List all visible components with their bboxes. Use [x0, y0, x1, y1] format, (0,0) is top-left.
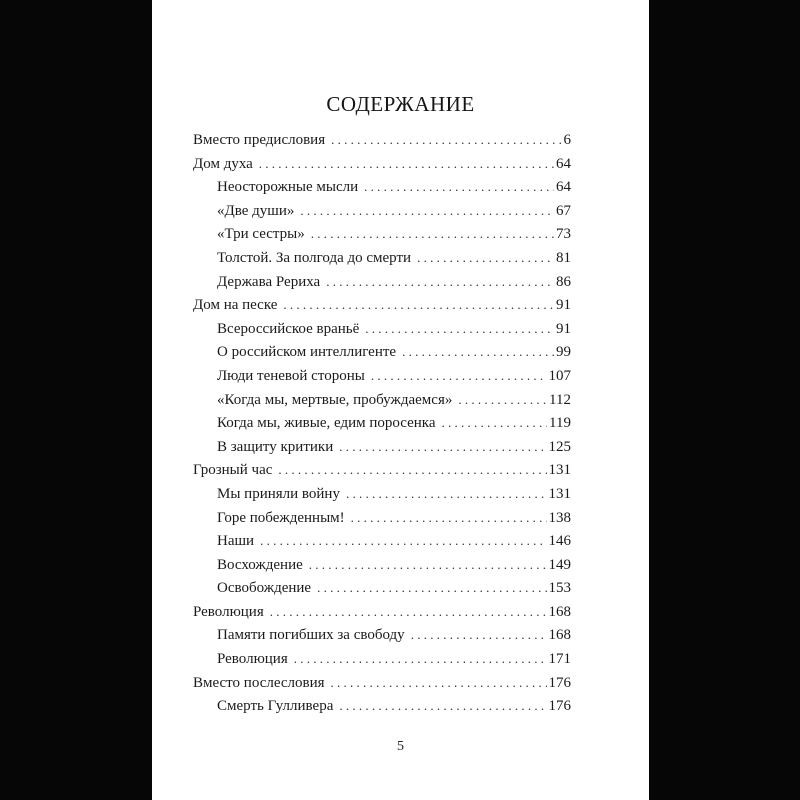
toc-entry-label: Неосторожные мысли [217, 179, 359, 196]
toc-entry [193, 553, 571, 577]
toc-entry-label: Смерть Гулливера [217, 698, 334, 715]
toc-entry-label: О российском интеллигенте [217, 344, 397, 361]
toc-entry-page: 176 [548, 674, 571, 691]
dot-leader [300, 199, 554, 223]
dot-leader [371, 364, 547, 388]
toc-entry-page: 125 [548, 438, 571, 455]
toc-entry-page: 6 [563, 132, 571, 148]
toc-entry-label: Дом на песке [193, 297, 278, 314]
dot-leader [339, 694, 546, 718]
toc-entry [193, 506, 571, 530]
dot-leader [411, 623, 547, 647]
dot-leader [326, 270, 554, 294]
dot-leader [442, 411, 548, 435]
toc-entry-page: 107 [548, 367, 571, 384]
toc-entry-label: «Две души» [217, 202, 295, 219]
dot-leader [365, 317, 554, 341]
dot-leader [259, 152, 554, 176]
toc-entry-page: 138 [548, 509, 571, 526]
toc-entry-label: Вместо предисловия [193, 132, 326, 148]
toc-entry-label: «Когда мы, мертвые, пробуждаемся» [217, 391, 453, 408]
dot-leader [402, 340, 554, 364]
toc-entry-page: 131 [548, 485, 571, 502]
toc-entry [193, 364, 571, 388]
table-of-contents [193, 128, 571, 718]
dot-leader [458, 388, 547, 412]
dot-leader [309, 553, 547, 577]
toc-entry-label: Революция [217, 651, 288, 668]
toc-entry [193, 175, 571, 199]
dot-leader [283, 293, 554, 317]
toc-entry-label: В защиту критики [217, 438, 334, 455]
page-title: СОДЕРЖАНИЕ [326, 92, 475, 116]
dot-leader [331, 128, 561, 152]
toc-entry-label: Грозный час [193, 462, 273, 479]
toc-entry-page: 86 [556, 273, 571, 290]
toc-entry [193, 623, 571, 647]
toc-entry-page: 91 [556, 297, 571, 314]
toc-entry-page: 119 [549, 415, 571, 432]
toc-entry-page: 168 [548, 603, 571, 620]
toc-entry [193, 482, 571, 506]
toc-entry-label: Всероссийское враньё [217, 320, 360, 337]
toc-entry-label: Когда мы, живые, едим поросенка [217, 415, 436, 432]
dot-leader [311, 222, 554, 246]
dot-leader [339, 435, 546, 459]
toc-entry [193, 222, 571, 246]
toc-entry-page: 81 [556, 249, 571, 266]
toc-entry-label: Освобождение [217, 580, 312, 597]
toc-entry [193, 199, 571, 223]
toc-entry-page: 67 [556, 202, 571, 219]
toc-entry [193, 293, 571, 317]
toc-entry-page: 131 [548, 462, 571, 479]
dot-leader [270, 600, 547, 624]
toc-entry [193, 128, 571, 152]
toc-entry [193, 317, 571, 341]
dot-leader [278, 458, 546, 482]
dot-leader [260, 529, 546, 553]
dot-leader [351, 506, 547, 530]
toc-entry-label: Мы приняли войну [217, 485, 340, 502]
dot-leader [364, 175, 554, 199]
toc-entry-page: 112 [549, 391, 571, 408]
toc-entry [193, 600, 571, 624]
toc-entry-page: 99 [556, 344, 571, 361]
toc-entry [193, 340, 571, 364]
toc-entry-page: 168 [548, 627, 571, 644]
toc-entry [193, 388, 571, 412]
toc-entry-label: Толстой. За полгода до смерти [217, 249, 412, 266]
toc-entry-page: 171 [548, 651, 571, 668]
toc-entry-page: 91 [556, 320, 571, 337]
toc-entry [193, 576, 571, 600]
toc-entry [193, 152, 571, 176]
toc-entry [193, 458, 571, 482]
toc-entry [193, 647, 571, 671]
dot-leader [317, 576, 546, 600]
toc-entry [193, 270, 571, 294]
book-page [152, 0, 649, 800]
toc-entry-label: Горе побежденным! [217, 509, 345, 526]
toc-entry-page: 176 [548, 698, 571, 715]
toc-entry-label: Революция [193, 603, 264, 620]
toc-entry-label: «Три сестры» [217, 226, 305, 243]
dot-leader [331, 671, 547, 695]
toc-entry [193, 671, 571, 695]
toc-entry [193, 246, 571, 270]
toc-entry-label: Держава Рериха [217, 273, 321, 290]
toc-entry [193, 529, 571, 553]
toc-entry-page: 73 [556, 226, 571, 243]
right-black-border [649, 0, 800, 800]
toc-entry-page: 64 [556, 155, 571, 172]
toc-entry-label: Вместо послесловия [193, 674, 325, 691]
toc-entry [193, 411, 571, 435]
dot-leader [294, 647, 547, 671]
left-black-border [0, 0, 152, 800]
toc-entry-page: 153 [548, 580, 571, 597]
page-number: 5 [397, 739, 404, 754]
dot-leader [417, 246, 554, 270]
toc-entry-label: Наши [217, 533, 255, 550]
toc-entry-label: Памяти погибших за свободу [217, 627, 405, 644]
toc-entry-page: 149 [548, 556, 571, 573]
dot-leader [346, 482, 547, 506]
toc-entry-label: Восхождение [217, 556, 303, 573]
toc-entry-label: Люди теневой стороны [217, 367, 365, 384]
toc-entry-page: 146 [548, 533, 571, 550]
toc-entry [193, 694, 571, 718]
toc-entry-label: Дом духа [193, 155, 253, 172]
toc-entry-page: 64 [556, 179, 571, 196]
toc-entry [193, 435, 571, 459]
